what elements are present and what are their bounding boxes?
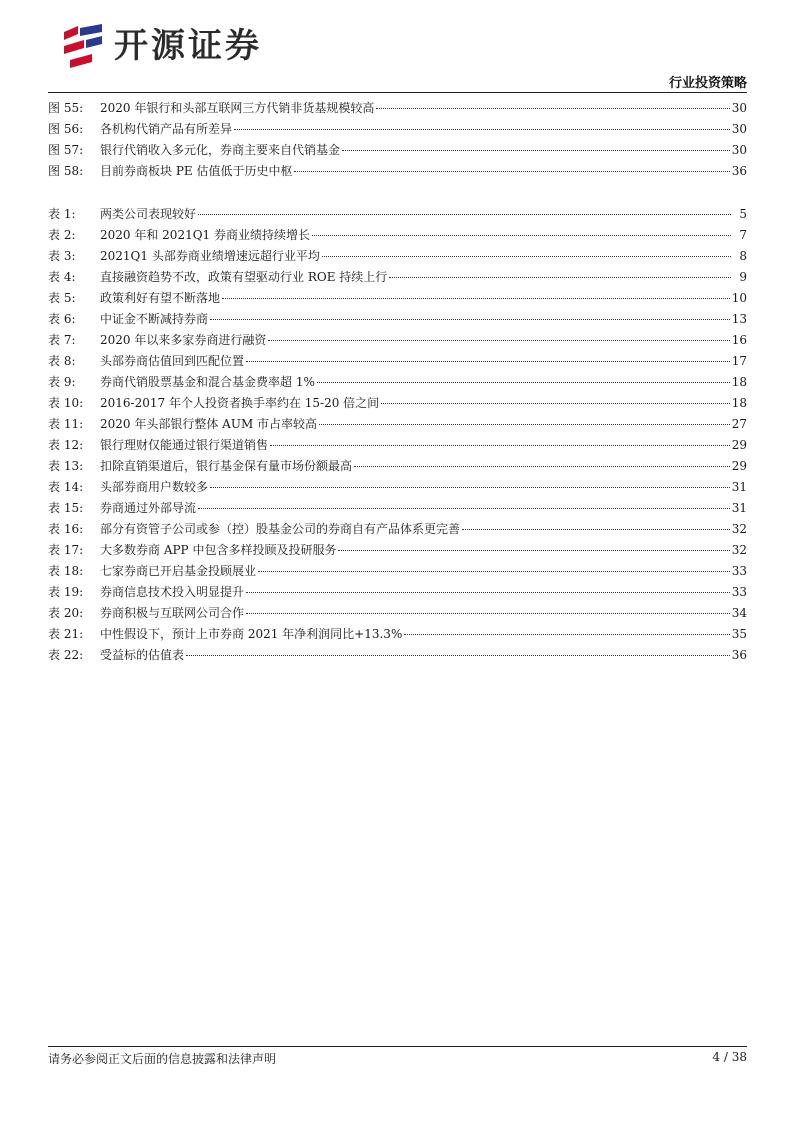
toc-entry-table-19[interactable] bbox=[48, 582, 747, 603]
toc-page-number: 36 bbox=[731, 648, 747, 662]
toc-title: 2016-2017 年个人投资者换手率约在 15-20 倍之间 bbox=[100, 396, 380, 410]
toc-label: 表 5: bbox=[48, 291, 76, 305]
table-list bbox=[48, 204, 747, 666]
toc-title: 目前券商板块 PE 估值低于历史中枢 bbox=[100, 164, 293, 178]
toc-title: 券商积极与互联网公司合作 bbox=[100, 606, 245, 620]
toc-page-number: 13 bbox=[731, 312, 747, 326]
toc-label: 图 57: bbox=[48, 143, 84, 157]
toc-label: 表 14: bbox=[48, 480, 84, 494]
toc-entry-table-13[interactable] bbox=[48, 456, 747, 477]
dot-leader bbox=[322, 256, 731, 257]
toc-page-number: 29 bbox=[731, 438, 747, 452]
toc-title: 政策利好有望不断落地 bbox=[100, 291, 221, 305]
toc-page-number: 34 bbox=[731, 606, 747, 620]
toc-page-number: 33 bbox=[731, 585, 747, 599]
toc-page-number: 9 bbox=[739, 270, 747, 284]
toc-title: 部分有资管子公司或参（控）股基金公司的券商自有产品体系更完善 bbox=[100, 522, 461, 536]
toc-page-number: 10 bbox=[731, 291, 747, 305]
toc-page-number: 7 bbox=[739, 228, 747, 242]
toc-entry-table-22[interactable] bbox=[48, 645, 747, 666]
toc-label: 表 10: bbox=[48, 396, 84, 410]
toc-label: 图 58: bbox=[48, 164, 84, 178]
dot-leader bbox=[270, 445, 730, 446]
toc-entry-figure-57[interactable] bbox=[48, 140, 747, 161]
toc-entry-table-12[interactable] bbox=[48, 435, 747, 456]
dot-leader bbox=[462, 529, 730, 530]
toc-label: 表 6: bbox=[48, 312, 76, 326]
toc-entry-table-16[interactable] bbox=[48, 519, 747, 540]
toc-title: 银行理财仅能通过银行渠道销售 bbox=[100, 438, 269, 452]
footer-divider bbox=[48, 1046, 747, 1047]
toc-title: 中证金不断减持券商 bbox=[100, 312, 209, 326]
toc-entry-table-10[interactable] bbox=[48, 393, 747, 414]
toc-title: 银行代销收入多元化，券商主要来自代销基金 bbox=[100, 143, 341, 157]
dot-leader bbox=[389, 277, 731, 278]
toc-entry-table-20[interactable] bbox=[48, 603, 747, 624]
dot-leader bbox=[210, 487, 730, 488]
toc-page-number: 18 bbox=[731, 396, 747, 410]
toc-title: 直接融资趋势不改，政策有望驱动行业 ROE 持续上行 bbox=[100, 270, 388, 284]
toc-page-number: 16 bbox=[731, 333, 747, 347]
header-divider bbox=[48, 92, 747, 93]
toc-label: 表 19: bbox=[48, 585, 84, 599]
toc-label: 表 8: bbox=[48, 354, 76, 368]
toc-entry-table-17[interactable] bbox=[48, 540, 747, 561]
toc-title: 扣除直销渠道后，银行基金保有量市场份额最高 bbox=[100, 459, 353, 473]
footer-disclaimer: 请务必参阅正文后面的信息披露和法律声明 bbox=[48, 1052, 277, 1066]
toc-label: 表 9: bbox=[48, 375, 76, 389]
toc-page-number: 30 bbox=[731, 143, 747, 157]
toc-entry-figure-58[interactable] bbox=[48, 161, 747, 182]
dot-leader bbox=[338, 550, 729, 551]
dot-leader bbox=[404, 634, 729, 635]
toc-entry-table-6[interactable] bbox=[48, 309, 747, 330]
toc-page-number: 27 bbox=[731, 417, 747, 431]
toc-page-number: 32 bbox=[731, 522, 747, 536]
toc-label: 表 2: bbox=[48, 228, 76, 242]
dot-leader bbox=[317, 382, 730, 383]
dot-leader bbox=[246, 361, 730, 362]
brand-name: 开源证券 bbox=[114, 26, 262, 66]
toc-entry-table-3[interactable] bbox=[48, 246, 747, 267]
toc-entry-table-7[interactable] bbox=[48, 330, 747, 351]
dot-leader bbox=[294, 171, 729, 172]
toc-label: 表 15: bbox=[48, 501, 84, 515]
toc-title: 七家券商已开启基金投顾展业 bbox=[100, 564, 257, 578]
toc-label: 表 13: bbox=[48, 459, 84, 473]
dot-leader bbox=[268, 340, 729, 341]
toc-label: 表 1: bbox=[48, 207, 76, 221]
toc-entry-figure-55[interactable] bbox=[48, 98, 747, 119]
dot-leader bbox=[376, 108, 729, 109]
dot-leader bbox=[312, 235, 731, 236]
dot-leader bbox=[258, 571, 730, 572]
brand-logo-icon bbox=[62, 22, 106, 70]
toc-label: 表 21: bbox=[48, 627, 84, 641]
toc-entry-figure-56[interactable] bbox=[48, 119, 747, 140]
toc-page-number: 35 bbox=[731, 627, 747, 641]
toc-title: 券商信息技术投入明显提升 bbox=[100, 585, 245, 599]
dot-leader bbox=[246, 592, 730, 593]
toc-page-number: 31 bbox=[731, 501, 747, 515]
toc-title: 2020 年和 2021Q1 券商业绩持续增长 bbox=[100, 228, 310, 242]
toc-entry-table-21[interactable] bbox=[48, 624, 747, 645]
toc-label: 表 17: bbox=[48, 543, 84, 557]
toc-entry-table-4[interactable] bbox=[48, 267, 747, 288]
toc-label: 表 18: bbox=[48, 564, 84, 578]
dot-leader bbox=[198, 508, 730, 509]
toc-title: 受益标的估值表 bbox=[100, 648, 185, 662]
toc-entry-table-2[interactable] bbox=[48, 225, 747, 246]
dot-leader bbox=[246, 613, 730, 614]
toc-title: 2020 年银行和头部互联网三方代销非货基规模较高 bbox=[100, 101, 375, 115]
dot-leader bbox=[354, 466, 730, 467]
toc-title: 头部券商用户数较多 bbox=[100, 480, 209, 494]
dot-leader bbox=[222, 298, 730, 299]
toc-page-number: 17 bbox=[731, 354, 747, 368]
toc-page-number: 5 bbox=[739, 207, 747, 221]
page-header bbox=[0, 0, 793, 100]
toc-title: 中性假设下，预计上市券商 2021 年净利润同比+13.3% bbox=[100, 627, 403, 641]
toc-title: 券商通过外部导流 bbox=[100, 501, 197, 515]
page-indicator: 4 / 38 bbox=[712, 1050, 747, 1064]
toc-label: 表 3: bbox=[48, 249, 76, 263]
toc-label: 表 7: bbox=[48, 333, 76, 347]
dot-leader bbox=[319, 424, 730, 425]
toc-title: 各机构代销产品有所差异 bbox=[100, 122, 233, 136]
toc-entry-table-1[interactable] bbox=[48, 204, 747, 225]
toc-page-number: 31 bbox=[731, 480, 747, 494]
toc-label: 表 22: bbox=[48, 648, 84, 662]
toc-label: 表 16: bbox=[48, 522, 84, 536]
toc-label: 表 12: bbox=[48, 438, 84, 452]
dot-leader bbox=[186, 655, 730, 656]
toc-entry-table-8[interactable] bbox=[48, 351, 747, 372]
toc-title: 两类公司表现较好 bbox=[100, 207, 197, 221]
toc-page-number: 30 bbox=[731, 122, 747, 136]
toc-page-number: 33 bbox=[731, 564, 747, 578]
dot-leader bbox=[210, 319, 730, 320]
dot-leader bbox=[381, 403, 730, 404]
brand-logo bbox=[62, 22, 302, 72]
toc-label: 表 20: bbox=[48, 606, 84, 620]
toc-title: 头部券商估值回到匹配位置 bbox=[100, 354, 245, 368]
toc-title: 大多数券商 APP 中包含多样投顾及投研服务 bbox=[100, 543, 337, 557]
toc-page-number: 18 bbox=[731, 375, 747, 389]
toc-page-number: 8 bbox=[739, 249, 747, 263]
toc-label: 图 55: bbox=[48, 101, 84, 115]
dot-leader bbox=[342, 150, 730, 151]
toc-label: 表 11: bbox=[48, 417, 84, 431]
toc-page-number: 30 bbox=[731, 101, 747, 115]
toc-label: 表 4: bbox=[48, 270, 76, 284]
toc-title: 2020 年头部银行整体 AUM 市占率较高 bbox=[100, 417, 318, 431]
toc-page-number: 36 bbox=[731, 164, 747, 178]
toc-entry-table-5[interactable] bbox=[48, 288, 747, 309]
dot-leader bbox=[198, 214, 731, 215]
toc-entry-table-9[interactable] bbox=[48, 372, 747, 393]
dot-leader bbox=[234, 129, 730, 130]
toc-page-number: 29 bbox=[731, 459, 747, 473]
toc-page-number: 32 bbox=[731, 543, 747, 557]
toc-title: 2021Q1 头部券商业绩增速远超行业平均 bbox=[100, 249, 320, 263]
toc-label: 图 56: bbox=[48, 122, 84, 136]
toc-entry-table-15[interactable] bbox=[48, 498, 747, 519]
figure-list bbox=[48, 98, 747, 182]
toc-title: 券商代销股票基金和混合基金费率超 1% bbox=[100, 375, 315, 389]
document-type: 行业投资策略 bbox=[668, 76, 747, 91]
toc-entry-table-14[interactable] bbox=[48, 477, 747, 498]
toc-title: 2020 年以来多家券商进行融资 bbox=[100, 333, 267, 347]
toc-entry-table-18[interactable] bbox=[48, 561, 747, 582]
toc-entry-table-11[interactable] bbox=[48, 414, 747, 435]
